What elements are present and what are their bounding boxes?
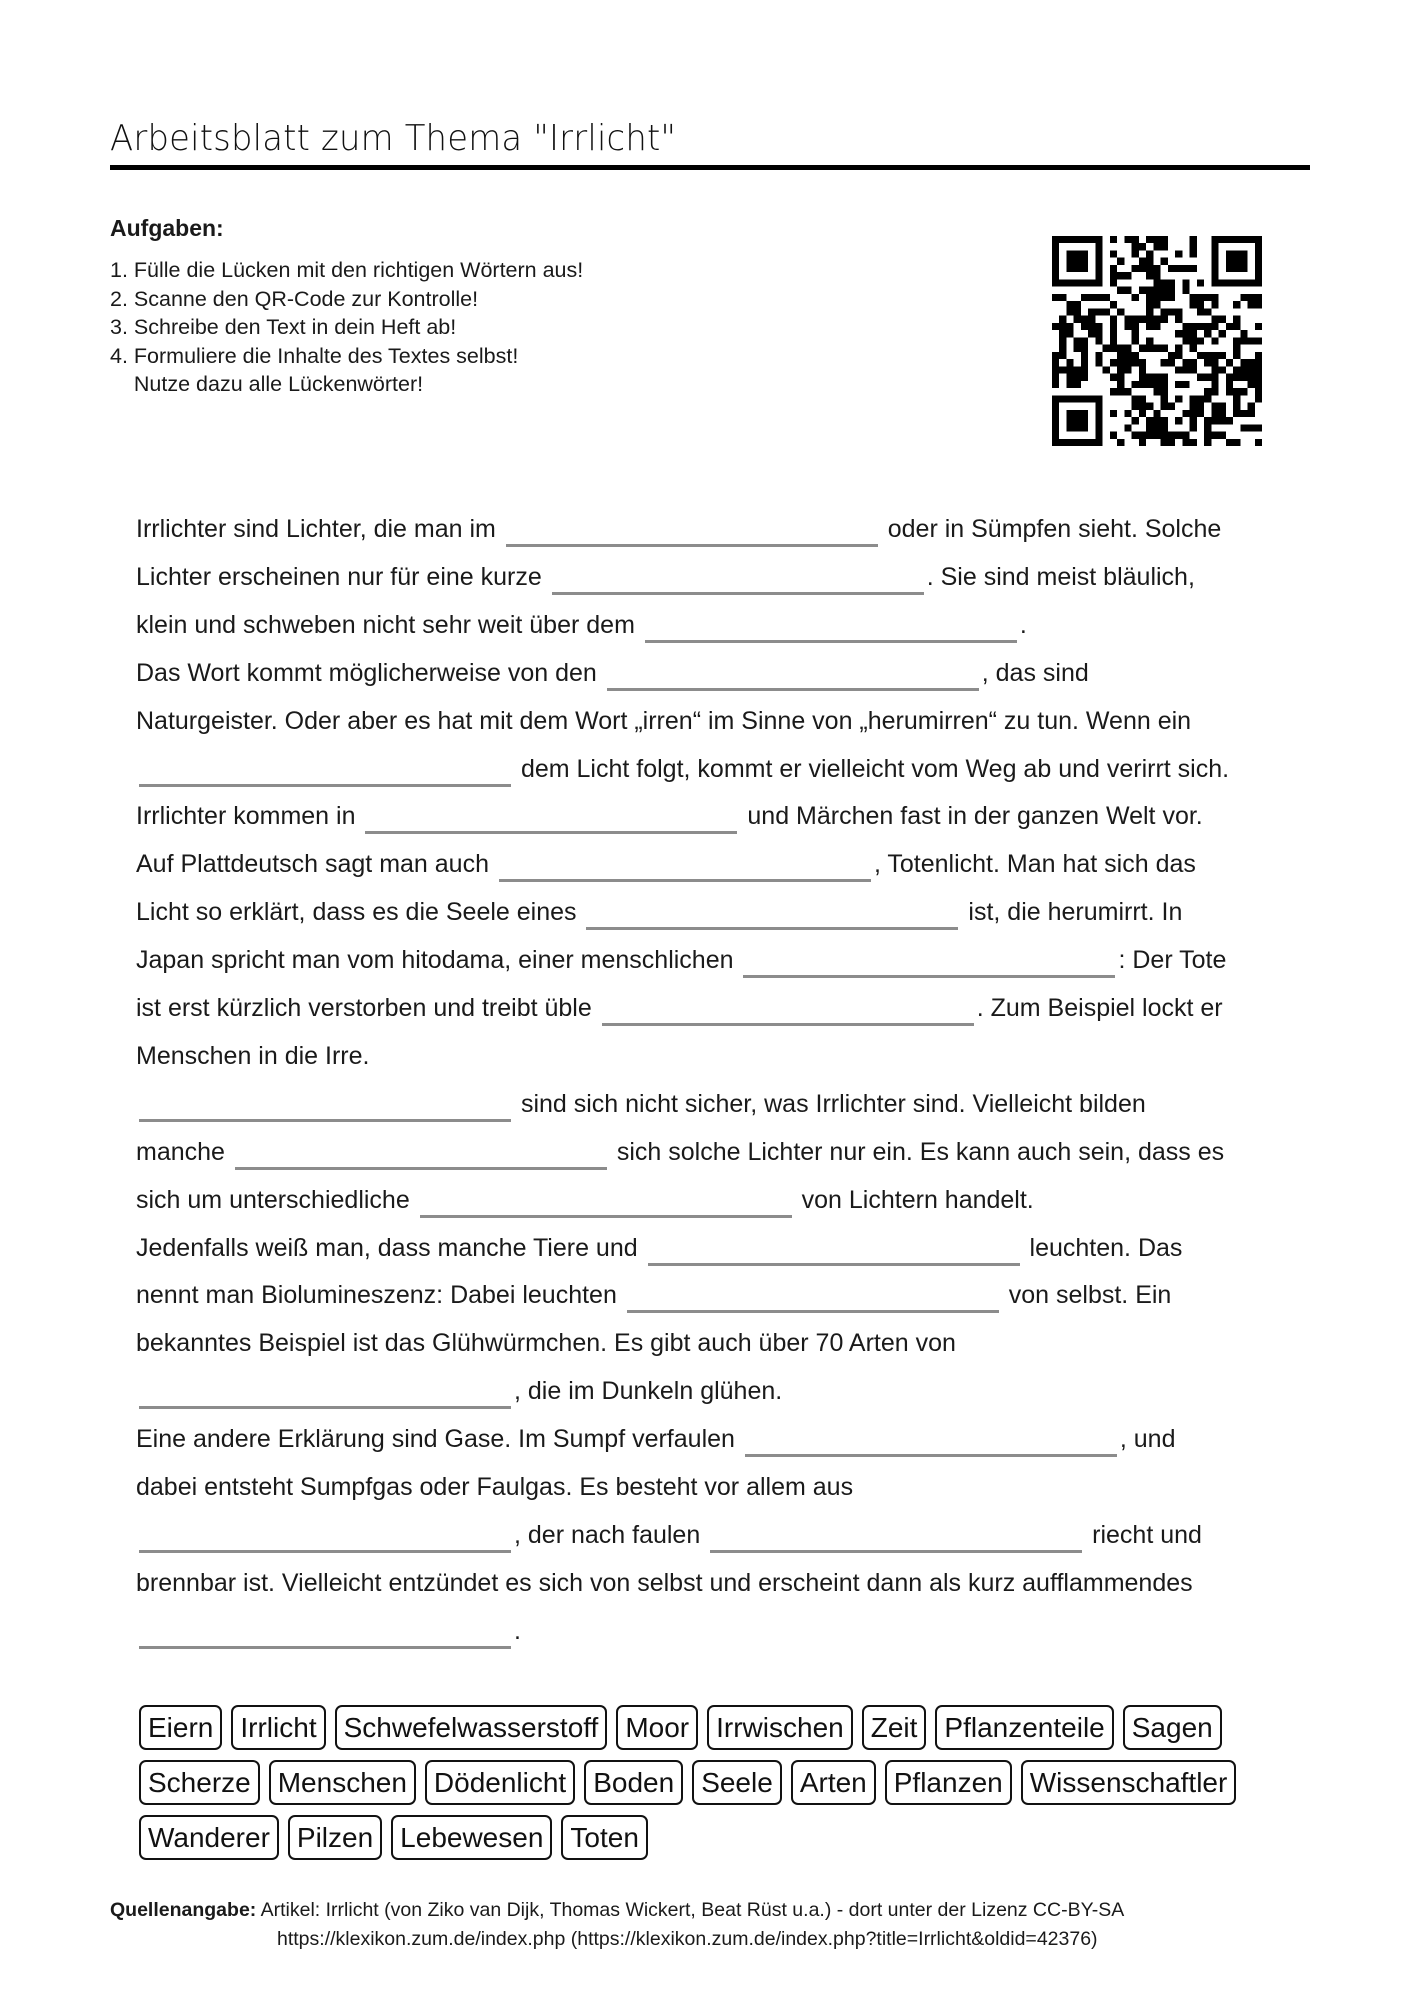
word-bank-row (139, 1705, 1319, 1751)
gap-blank[interactable] (745, 1454, 1117, 1457)
line-text: , die im Dunkeln glühen. (514, 1377, 783, 1406)
line-text: und Märchen fast in der ganzen Welt vor. (740, 802, 1203, 831)
line-text: ist, die herumirrt. In (961, 898, 1183, 927)
text-line (136, 745, 1229, 793)
text-line (136, 649, 1089, 697)
text-line (136, 1511, 1202, 1559)
tasks-heading: Aufgaben: (110, 215, 224, 241)
text-line (136, 1415, 1175, 1463)
line-text: nennt man Biolumineszenz: Dabei leuchten (136, 1281, 624, 1310)
word-chip: Menschen (269, 1760, 416, 1805)
text-line (136, 936, 1226, 984)
word-chip: Toten (561, 1815, 648, 1860)
text-line (136, 1128, 1224, 1176)
word-chip: Dödenlicht (425, 1760, 575, 1805)
word-chip: Irrlicht (231, 1705, 325, 1750)
line-text: : Der Tote (1118, 946, 1227, 975)
gap-blank[interactable] (139, 1119, 511, 1122)
title-underline (110, 165, 1310, 170)
line-text: dem Licht folgt, kommt er vielleicht vom Weg ab und verirrt sich. (514, 754, 1230, 783)
word-bank-row (139, 1760, 1319, 1806)
line-text: Lichter erscheinen nur für eine kurze (136, 562, 549, 591)
text-line (136, 792, 1203, 840)
text-line (136, 697, 1191, 745)
line-text: Licht so erklärt, dass es die Seele eines (136, 898, 584, 927)
line-text: Naturgeister. Oder aber es hat mit dem Wort „irren“ im Sinne von „herumirren“ zu tun. Wenn ein (136, 706, 1192, 735)
line-text: , der nach faulen (514, 1520, 708, 1549)
task-item: 3. Schreibe den Text in dein Heft ab! (110, 315, 457, 339)
gap-blank[interactable] (235, 1167, 607, 1170)
line-text: , und (1119, 1425, 1176, 1454)
gap-blank[interactable] (627, 1310, 999, 1313)
page-title: Arbeitsblatt zum Thema "Irrlicht" (110, 118, 677, 159)
line-text: . (514, 1616, 521, 1645)
task-item: Nutze dazu alle Lückenwörter! (110, 372, 424, 396)
gap-blank[interactable] (506, 544, 878, 547)
text-line (136, 888, 1182, 936)
word-bank (139, 1705, 1319, 1870)
line-text: Das Wort kommt möglicherweise von den (136, 658, 604, 687)
word-chip: Irrwischen (707, 1705, 853, 1750)
task-item: 1. Fülle die Lücken mit den richtigen Wörtern aus! (110, 258, 584, 282)
gap-blank[interactable] (139, 784, 511, 787)
gap-blank[interactable] (139, 1406, 511, 1409)
gap-blank[interactable] (607, 688, 979, 691)
gap-blank[interactable] (586, 927, 958, 930)
line-text: oder in Sümpfen sieht. Solche (880, 515, 1222, 543)
source-text: Artikel: Irrlicht (von Ziko van Dijk, Thomas Wickert, Beat Rüst u.a.) - dort unter der Lizenz CC-BY-SA (256, 1899, 1125, 1921)
text-line (136, 1080, 1146, 1128)
text-line (136, 553, 1195, 601)
line-text: Irrlichter sind Lichter, die man im (136, 515, 503, 543)
word-chip: Pflanzenteile (935, 1705, 1113, 1750)
line-text: Eine andere Erklärung sind Gase. Im Sumpf verfaulen (136, 1425, 742, 1454)
text-line (136, 984, 1223, 1032)
line-text: sind sich nicht sicher, was Irrlichter sind. Vielleicht bilden (514, 1089, 1146, 1118)
line-text: manche (136, 1137, 232, 1166)
text-line (136, 1032, 369, 1080)
word-chip: Eiern (139, 1705, 222, 1750)
source-note (110, 1896, 1125, 1950)
line-text: Jedenfalls weiß man, dass manche Tiere und (136, 1233, 645, 1262)
line-text: Japan spricht man vom hitodama, einer menschlichen (136, 946, 741, 975)
line-text: von selbst. Ein (1001, 1281, 1172, 1310)
line-text: riecht und (1085, 1520, 1202, 1549)
text-line (136, 1319, 956, 1367)
text-line (136, 1607, 521, 1655)
word-chip: Zeit (862, 1705, 927, 1750)
gap-blank[interactable] (499, 879, 871, 882)
source-url: https://klexikon.zum.de/index.php (https://klexikon.zum.de/index.php?title=Irrlicht&oldid=42376) (277, 1928, 1098, 1950)
line-text: bekanntes Beispiel ist das Glühwürmchen. Es gibt auch über 70 Arten von (136, 1329, 956, 1358)
word-chip: Pflanzen (885, 1760, 1012, 1805)
line-text: . Zum Beispiel lockt er (976, 994, 1223, 1022)
task-list (110, 256, 583, 399)
gap-blank[interactable] (139, 1550, 511, 1553)
task-item: 2. Scanne den QR-Code zur Kontrolle! (110, 286, 479, 311)
gap-blank[interactable] (710, 1550, 1082, 1553)
gap-blank[interactable] (365, 831, 737, 834)
word-chip: Wissenschaftler (1021, 1760, 1237, 1805)
gap-blank[interactable] (743, 975, 1115, 978)
line-text: Irrlichter kommen in (136, 802, 363, 831)
word-chip: Sagen (1123, 1705, 1222, 1750)
line-text: sich solche Lichter nur ein. Es kann auch sein, dass es (609, 1137, 1225, 1166)
text-line (136, 1224, 1182, 1272)
gap-blank[interactable] (602, 1023, 974, 1026)
text-line (136, 840, 1196, 888)
line-text: Menschen in die Irre. (136, 1041, 370, 1070)
word-chip: Lebewesen (391, 1815, 552, 1860)
word-chip: Boden (584, 1760, 683, 1805)
line-text: klein und schweben nicht sehr weit über dem (136, 610, 642, 639)
line-text: dabei entsteht Sumpfgas oder Faulgas. Es besteht vor allem aus (136, 1473, 854, 1501)
task-item: 4. Formuliere die Inhalte des Textes selbst! (110, 343, 519, 368)
gap-blank[interactable] (139, 1646, 511, 1649)
word-chip: Seele (692, 1760, 782, 1805)
line-text: Auf Plattdeutsch sagt man auch (136, 850, 496, 879)
line-text: brennbar ist. Vielleicht entzündet es sich von selbst und erscheint dann als kurz aufflammendes (136, 1568, 1193, 1597)
gap-blank[interactable] (420, 1215, 792, 1218)
text-line (136, 1176, 1034, 1224)
word-chip: Pilzen (288, 1815, 382, 1860)
line-text: von Lichtern handelt. (794, 1185, 1034, 1214)
line-text: . Sie sind meist bläulich, (926, 562, 1195, 591)
word-chip: Scherze (139, 1760, 260, 1805)
gap-blank[interactable] (648, 1263, 1020, 1266)
line-text: sich um unterschiedliche (136, 1185, 417, 1214)
line-text: , Totenlicht. Man hat sich das (873, 850, 1196, 879)
text-line (136, 601, 1027, 649)
word-chip: Wanderer (139, 1815, 279, 1860)
text-line (136, 505, 1221, 553)
line-text: ist erst kürzlich verstorben und treibt üble (136, 994, 599, 1022)
qr-code-icon (1052, 236, 1262, 446)
text-line (136, 1271, 1171, 1319)
source-label: Quellenangabe: (110, 1899, 257, 1921)
word-bank-row (139, 1815, 1319, 1861)
line-text: leuchten. Das (1022, 1233, 1183, 1262)
text-line (136, 1367, 782, 1415)
text-line (136, 1559, 1193, 1607)
line-text: . (1019, 610, 1027, 639)
gap-blank[interactable] (645, 640, 1017, 643)
word-chip: Arten (791, 1760, 876, 1805)
word-chip: Schwefelwasserstoff (335, 1705, 608, 1750)
word-chip: Moor (616, 1705, 698, 1750)
gap-blank[interactable] (552, 592, 924, 595)
text-line (136, 1463, 853, 1511)
line-text: , das sind (981, 658, 1089, 687)
